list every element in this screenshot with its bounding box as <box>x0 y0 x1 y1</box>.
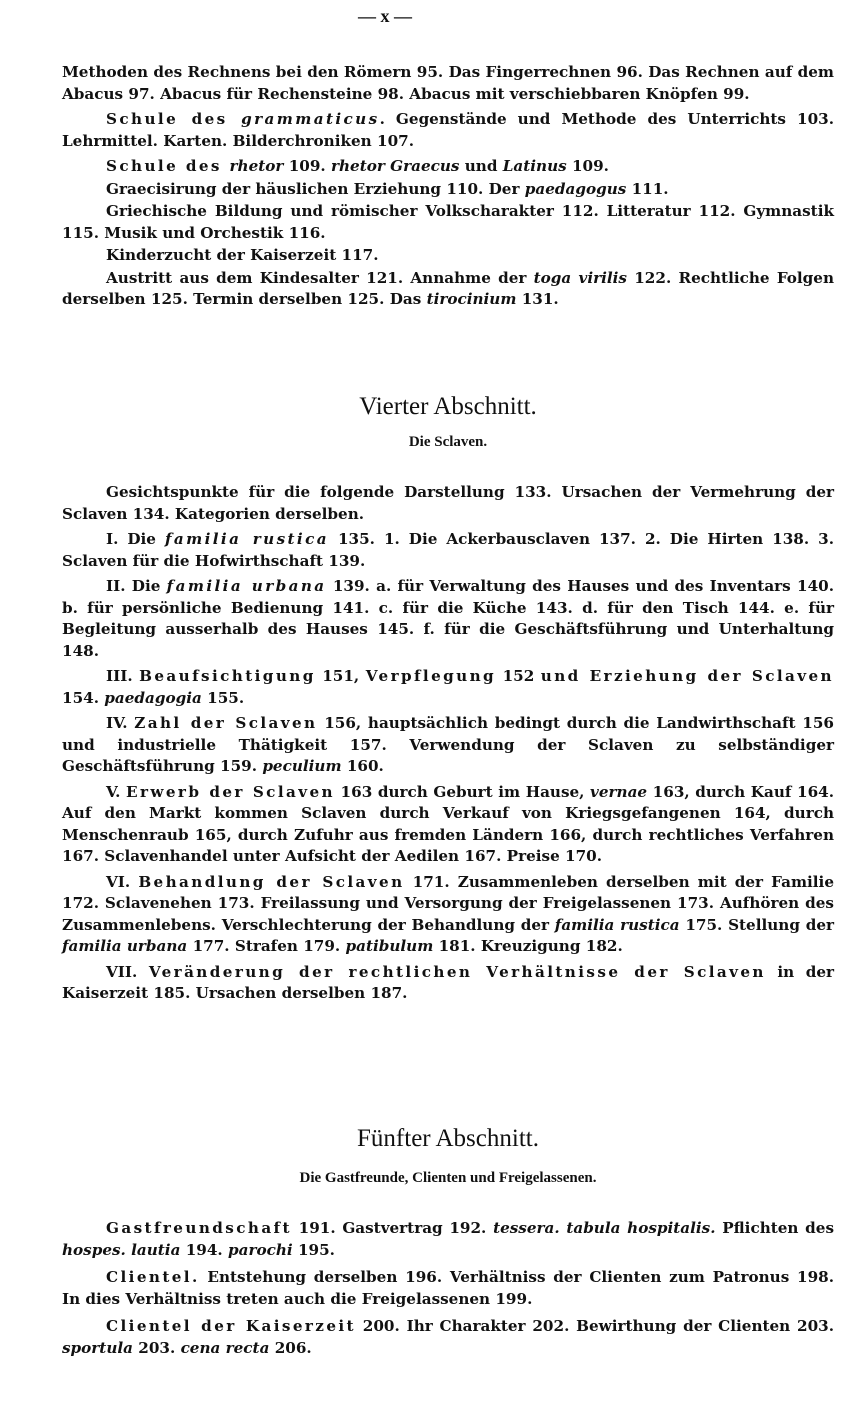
section-subtitle: Die Gastfreunde, Clienten und Freigelassenen. <box>299 1170 597 1186</box>
paragraph-bildung: Griechische Bildung und römischer Volkscharakter 112. Litteratur 112. Gymnastik 115. Musik und Orchestik 116. <box>62 202 834 242</box>
section5-body <box>62 1218 834 1359</box>
page-folio: — x — <box>358 6 412 26</box>
paragraph-rhetor: Schule des rhetor 109. rhetor Graecus und Latinus 109. <box>106 157 609 175</box>
section-title: Fünfter Abschnitt. <box>357 1125 539 1152</box>
paragraph-clientel: Clientel. Entstehung derselben 196. Verhältniss der Clienten zum Patronus 198. In dies Verhältniss treten auch die Freigelassenen 199. <box>62 1268 834 1308</box>
paragraph-familia-urbana: II. Die familia urbana 139. a. für Verwaltung des Hauses und des Inventars 140. b. für persönliche Bedienung 141. c. für die Küche 143. d. für den Tisch 144. e. für Begleitung ausserhalb des Hauses 145. f. für die Geschäftsführung und Unterhaltung 148. <box>62 577 834 660</box>
paragraph-familia-rustica: I. Die familia rustica 135. 1. Die Ackerbausclaven 137. 2. Die Hirten 138. 3. Sclaven für die Hofwirthschaft 139. <box>62 530 834 570</box>
paragraph-kinderzucht: Kinderzucht der Kaiserzeit 117. <box>106 246 379 264</box>
paragraph-rechnen: Methoden des Rechnens bei den Römern 95. Das Fingerrechnen 96. Das Rechnen auf dem Abacus 97. Abacus für Rechensteine 98. Abacus mit verschiebbaren Knöpfen 99. <box>62 63 834 103</box>
section-title: Vierter Abschnitt. <box>359 393 537 420</box>
paragraph-clientel-kaiserzeit: Clientel der Kaiserzeit 200. Ihr Charakter 202. Bewirthung der Clienten 203. sportula 203. cena recta 206. <box>62 1317 835 1357</box>
section-subtitle: Die Sclaven. <box>408 434 488 450</box>
paragraph-austritt: Austritt aus dem Kindesalter 121. Annahme der toga virilis 122. Rechtliche Folgen derselben 125. Termin derselben 125. Das tirocinium 131. <box>62 268 834 308</box>
paragraph-intro: Gesichtspunkte für die folgende Darstellung 133. Ursachen der Vermehrung der Sclaven 134. Kategorien derselben. <box>62 483 834 523</box>
paragraph-zahl: IV. Zahl der Sclaven 156, hauptsächlich bedingt durch die Landwirthschaft 156 und industrielle Thätigkeit 157. Verwendung der Sclaven zu selbständiger Geschäftsführung 159. peculium 160. <box>62 714 834 775</box>
section4-body <box>62 482 834 1005</box>
paragraph-behandlung: VI. Behandlung der Sclaven 171. Zusammenleben derselben mit der Familie 172. Sclavenehen 173. Freilassung und Versorgung der Freigelassenen 173. Aufhören des Zusammenlebens. Verschlechterung der Behandlung der familia rustica 175. Stellung der familia urbana 177. Strafen 179. patibulum 181. Kreuzigung 182. <box>62 872 834 955</box>
paragraph-beaufsichtigung: III. Beaufsichtigung 151, Verpflegung 152 und Erziehung der Sclaven 154. paedagogia 155. <box>62 667 834 707</box>
continuation-block <box>62 62 834 311</box>
paragraph-graecisirung: Graecisirung der häuslichen Erziehung 110. Der paedagogus 111. <box>106 179 669 198</box>
paragraph-grammaticus: Schule des grammaticus. Gegenstände und Methode des Unterrichts 103. Lehrmittel. Karten. Bilderchroniken 107. <box>62 110 835 150</box>
paragraph-erwerb: V. Erwerb der Sclaven 163 durch Geburt im Hause, vernae 163, durch Kauf 164. Auf den Markt kommen Sclaven durch Verkauf von Kriegsgefangenen 164, durch Menschenraub 165, durch Zufuhr aus fremden Ländern 166, durch rechtliches Verfahren 167. Sclavenhandel unter Aufsicht der Aedilen 167. Preise 170. <box>62 782 834 865</box>
section-fuenfter-abschnitt <box>62 1124 834 1188</box>
section-vierter-abschnitt <box>62 392 834 452</box>
paragraph-veraenderung: VII. Veränderung der rechtlichen Verhältnisse der Sclaven in der Kaiserzeit 185. Ursachen derselben 187. <box>62 962 834 1002</box>
paragraph-gastfreundschaft: Gastfreundschaft 191. Gastvertrag 192. tessera. tabula hospitalis. Pflichten des hospes. lautia 194. parochi 195. <box>62 1219 834 1259</box>
